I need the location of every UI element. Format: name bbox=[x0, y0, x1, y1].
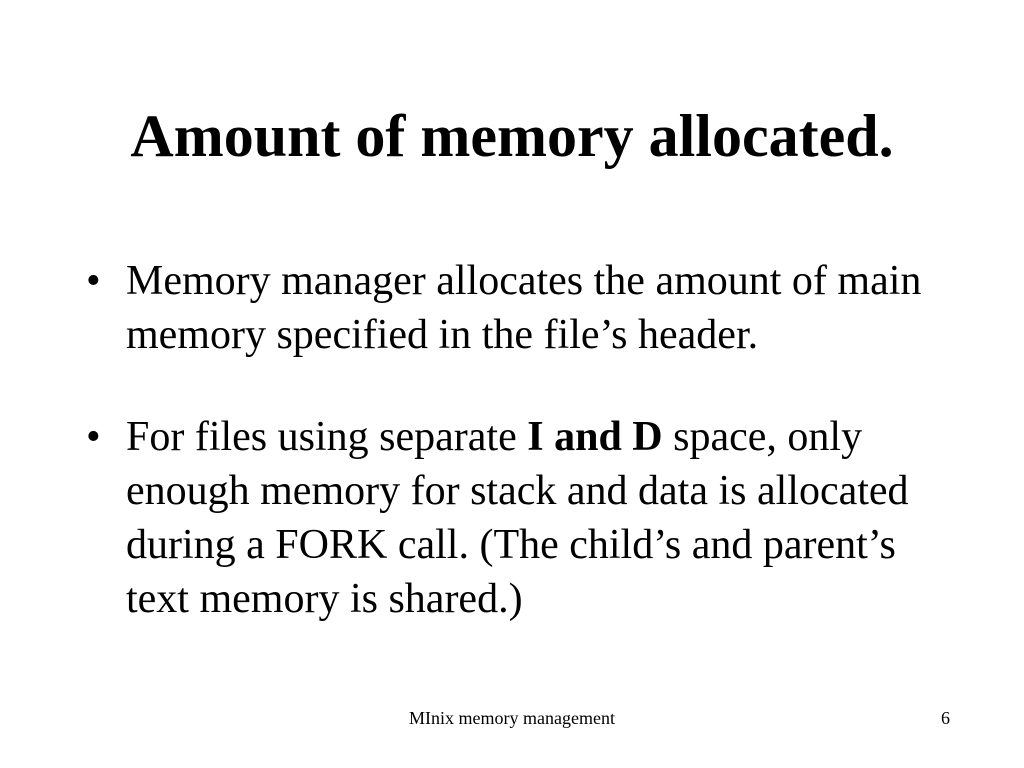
page-number: 6 bbox=[941, 708, 950, 728]
bullet-list bbox=[86, 254, 966, 626]
bullet-dot-icon: • bbox=[86, 414, 101, 460]
bullet-text-end: space, only enough memory for stack and data is allocated during a FORK call. (The child’s and parent’s text memory is shared.) bbox=[126, 414, 909, 622]
bullet-item bbox=[86, 254, 966, 362]
bullet-item bbox=[86, 410, 966, 626]
bullet-text-start: For files using separate bbox=[126, 414, 528, 460]
slide-title: Amount of memory allocated. bbox=[130, 103, 894, 169]
bullet-text: Memory manager allocates the amount of main memory specified in the file’s header. bbox=[126, 258, 922, 358]
footer-title: MInix memory management bbox=[409, 708, 615, 728]
bullet-bold-text: I and D bbox=[527, 414, 663, 460]
bullet-dot-icon: • bbox=[86, 258, 101, 304]
